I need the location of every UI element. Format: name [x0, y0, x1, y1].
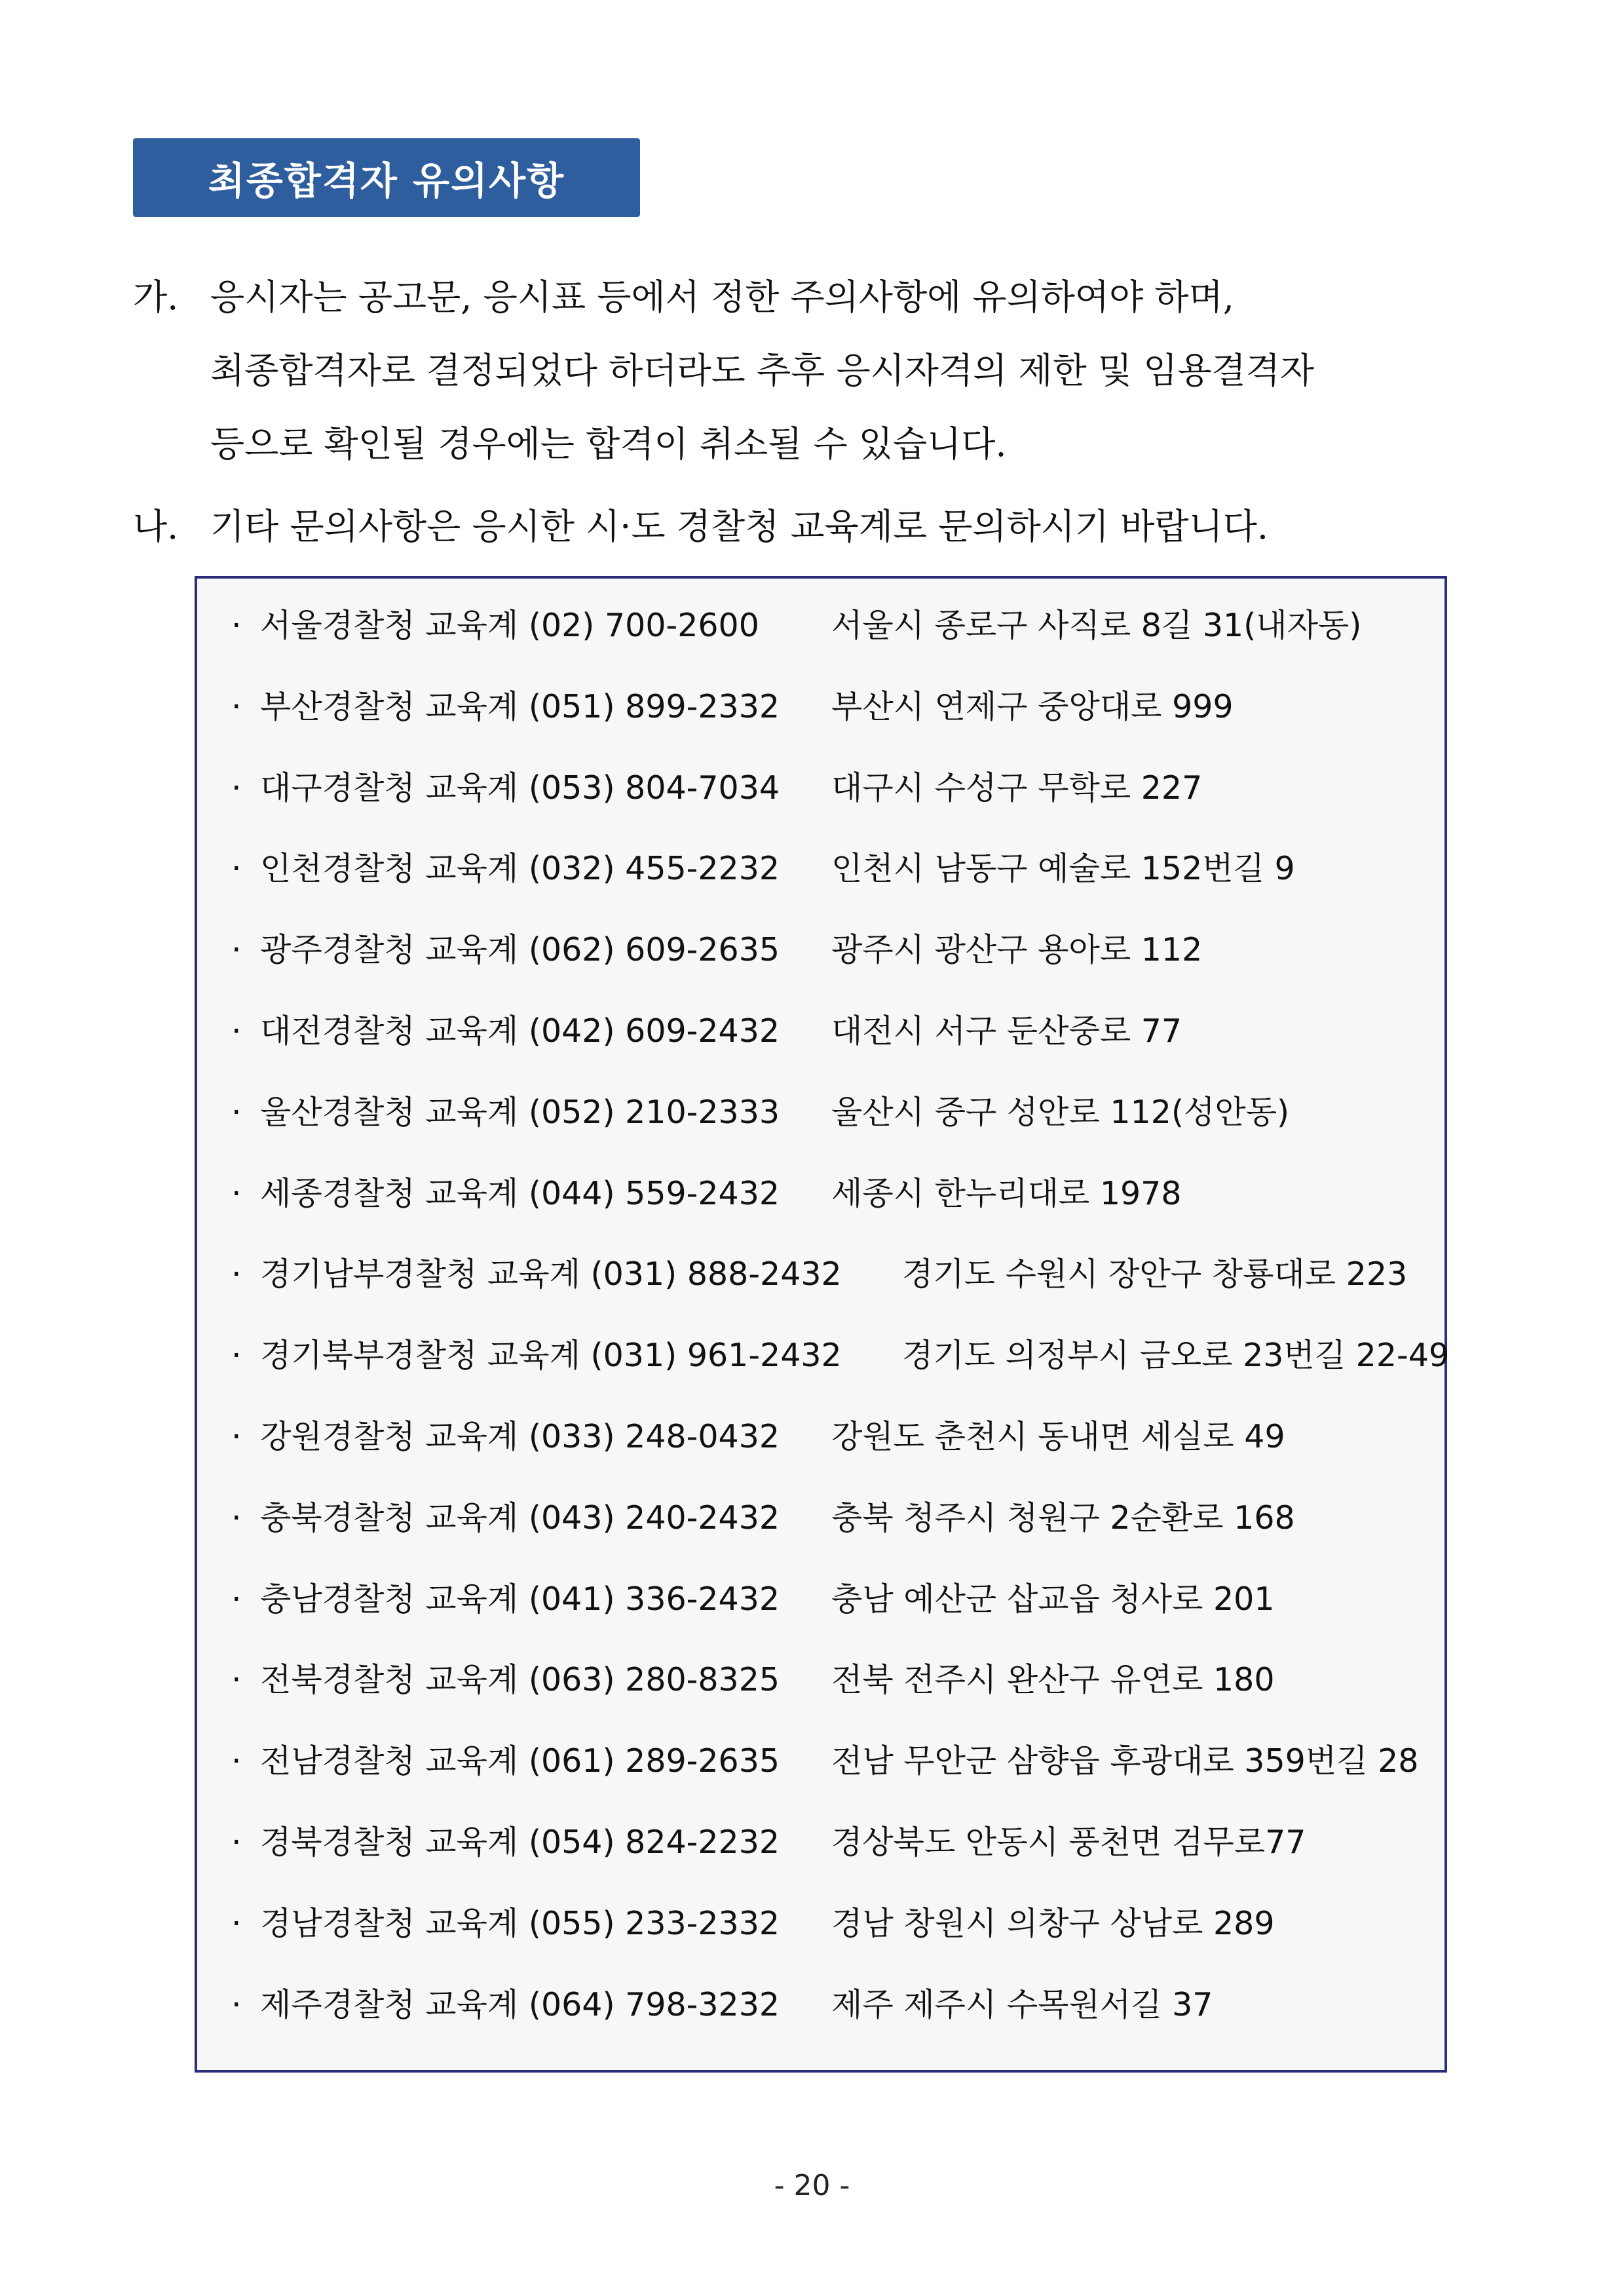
bullet: · [231, 687, 242, 725]
paragraph-marker: 가. [133, 277, 179, 318]
office-address: 광주시 광산구 용아로 112 [831, 931, 1203, 969]
contact-item-jeju [231, 1985, 1438, 2067]
contact-item-gangwon [231, 1417, 1438, 1499]
bullet: · [231, 931, 242, 969]
office-address: 충남 예산군 삽교읍 청사로 201 [831, 1580, 1275, 1618]
paragraph-line: 등으로 확인될 경우에는 합격이 취소될 수 있습니다. [210, 423, 1007, 465]
office-address: 인천시 남동구 예술로 152번길 9 [831, 850, 1295, 888]
office-address: 경기도 의정부시 금오로 23번길 22-49 [902, 1337, 1450, 1375]
page-number: - 20 - [774, 2169, 850, 2202]
office-contact: 울산경찰청 교육계 (052) 210-2333 [260, 1093, 780, 1131]
office-address: 울산시 중구 성안로 112(성안동) [831, 1093, 1290, 1131]
bullet: · [231, 1499, 242, 1537]
paragraph-line: 응시자는 공고문, 응시표 등에서 정한 주의사항에 유의하여야 하며, [210, 277, 1234, 318]
contact-item-jeonbuk [231, 1660, 1438, 1742]
bullet: · [231, 1985, 242, 2023]
bullet: · [231, 850, 242, 888]
notice-paragraph-ga [133, 261, 1476, 481]
office-contact: 부산경찰청 교육계 (051) 899-2332 [260, 687, 780, 725]
paragraph-line: 기타 문의사항은 응시한 시·도 경찰청 교육계로 문의하시기 바랍니다. [210, 506, 1269, 547]
bullet: · [231, 769, 242, 807]
contact-item-ulsan [231, 1093, 1438, 1174]
bullet: · [231, 1337, 242, 1375]
contact-item-daejeon [231, 1012, 1438, 1093]
office-address: 전북 전주시 완산구 유연로 180 [831, 1661, 1275, 1699]
bullet: · [231, 1904, 242, 1942]
contact-item-gwangju [231, 930, 1438, 1012]
contact-item-incheon [231, 849, 1438, 930]
office-address: 전남 무안군 삼향읍 후광대로 359번길 28 [831, 1742, 1419, 1780]
office-address: 세종시 한누리대로 1978 [831, 1174, 1182, 1212]
office-address: 제주 제주시 수목원서길 37 [831, 1985, 1213, 2023]
contact-item-daegu [231, 769, 1438, 850]
contact-item-chungnam [231, 1580, 1438, 1661]
office-contact: 강원경찰청 교육계 (033) 248-0432 [260, 1417, 780, 1455]
office-address: 경기도 수원시 장안구 창룡대로 223 [902, 1255, 1408, 1293]
bullet: · [231, 1661, 242, 1699]
office-contact: 대구경찰청 교육계 (053) 804-7034 [260, 769, 780, 807]
bullet: · [231, 1823, 242, 1861]
contact-item-gyeongbuk [231, 1823, 1438, 1904]
office-contact: 경남경찰청 교육계 (055) 233-2332 [260, 1904, 780, 1942]
bullet: · [231, 1093, 242, 1131]
office-contact: 전북경찰청 교육계 (063) 280-8325 [260, 1661, 780, 1699]
contact-item-jeonnam [231, 1742, 1438, 1823]
bullet: · [231, 1580, 242, 1618]
contact-item-sejong [231, 1174, 1438, 1255]
office-contact: 광주경찰청 교육계 (062) 609-2635 [260, 931, 780, 969]
contact-list-box [195, 576, 1450, 2073]
office-address: 부산시 연제구 중앙대로 999 [831, 687, 1234, 725]
office-contact: 세종경찰청 교육계 (044) 559-2432 [260, 1174, 780, 1212]
office-address: 서울시 종로구 사직로 8길 31(내자동) [831, 607, 1362, 644]
office-address: 대전시 서구 둔산중로 77 [831, 1012, 1182, 1050]
office-contact: 제주경찰청 교육계 (064) 798-3232 [260, 1985, 780, 2023]
office-address: 대구시 수성구 무학로 227 [831, 769, 1203, 807]
office-contact: 전남경찰청 교육계 (061) 289-2635 [260, 1742, 780, 1780]
office-contact: 대전경찰청 교육계 (042) 609-2432 [260, 1012, 780, 1050]
office-contact: 인천경찰청 교육계 (032) 455-2232 [260, 850, 780, 888]
office-contact: 경북경찰청 교육계 (054) 824-2232 [260, 1823, 780, 1861]
bullet: · [231, 1417, 242, 1455]
office-address: 충북 청주시 청원구 2순환로 168 [831, 1499, 1295, 1537]
contact-item-chungbuk [231, 1499, 1438, 1580]
office-contact: 경기북부경찰청 교육계 (031) 961-2432 [260, 1337, 842, 1375]
office-address: 경상북도 안동시 풍천면 검무로77 [831, 1823, 1306, 1861]
bullet: · [231, 1174, 242, 1212]
contact-item-gyeonggi-north [231, 1336, 1450, 1417]
contact-item-seoul [231, 606, 1438, 687]
office-contact: 서울경찰청 교육계 (02) 700-2600 [260, 607, 759, 644]
contact-item-gyeonggi-south [231, 1255, 1438, 1336]
paragraph-marker: 나. [133, 506, 179, 547]
paragraph-line: 최종합격자로 결정되었다 하더라도 추후 응시자격의 제한 및 임용결격자 [210, 350, 1315, 391]
section-title: 최종합격자 유의사항 [133, 138, 640, 217]
contact-item-gyeongnam [231, 1904, 1438, 1985]
office-contact: 경기남부경찰청 교육계 (031) 888-2432 [260, 1255, 842, 1293]
bullet: · [231, 607, 242, 644]
bullet: · [231, 1742, 242, 1780]
notice-paragraph-na [133, 490, 1476, 564]
bullet: · [231, 1255, 242, 1293]
contact-item-busan [231, 687, 1438, 769]
office-contact: 충남경찰청 교육계 (041) 336-2432 [260, 1580, 780, 1618]
office-address: 강원도 춘천시 동내면 세실로 49 [831, 1417, 1285, 1455]
office-address: 경남 창원시 의창구 상남로 289 [831, 1904, 1275, 1942]
bullet: · [231, 1012, 242, 1050]
contact-list [231, 606, 1450, 2066]
office-contact: 충북경찰청 교육계 (043) 240-2432 [260, 1499, 780, 1537]
